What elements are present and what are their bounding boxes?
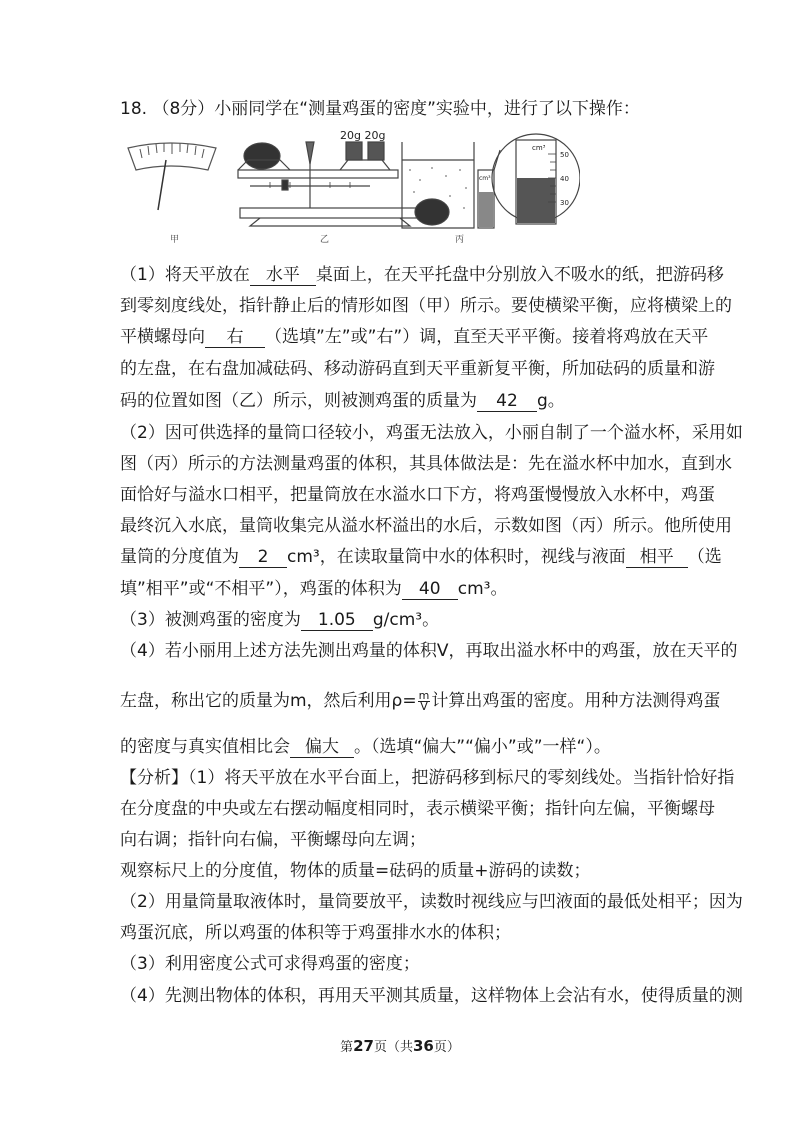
text-line-13: （4）若小丽用上述方法先测出鸡量的体积V，再取出溢水杯中的鸡蛋，放在天平的	[120, 641, 738, 661]
zoom-unit: cm³	[532, 144, 546, 152]
current-page: 27	[353, 1037, 374, 1055]
text-line-4: 的左盘，在右盘加减砝码、移动游码直到天平重新复平衡，所加砝码的质量和游	[120, 359, 715, 379]
text-line-11: 填”相平”或“不相平”），鸡蛋的体积为 40 cm³。	[120, 579, 508, 599]
analysis-line-6: 鸡蛋沉底，所以鸡蛋的体积等于鸡蛋排水水的体积；	[120, 923, 511, 943]
text-line-1: （1）将天平放在 水平 桌面上，在天平托盘中分别放入不吸水的纸，把游码移	[120, 265, 724, 285]
text-line-6: （2）因可供选择的量筒口径较小，鸡蛋无法放入，小丽自制了一个溢水杯，采用如	[120, 423, 743, 443]
cylinder-unit: cm³	[479, 175, 491, 182]
fig-label-yi: 乙	[320, 235, 330, 245]
text-line-8: 面恰好与溢水口相平，把量筒放在水溢水口下方，将鸡蛋慢慢放入水杯中，鸡蛋	[120, 485, 715, 505]
text-line-5: 码的位置如图（乙）所示，则被测鸡蛋的质量为 42 g。	[120, 391, 565, 411]
analysis-line-2: 在分度盘的中央或左右摆动幅度相同时，表示横梁平衡；指针向左偏，平衡螺母	[120, 799, 715, 819]
text-line-12: （3）被测鸡蛋的密度为 1.05 g/cm³。	[120, 610, 440, 630]
text-line-14: 左盘，称出它的质量为m，然后利用ρ= $\frac{m}{V}$ 计算出鸡蛋的密度。用种方法测得鸡蛋	[120, 688, 721, 713]
analysis-line-7: （3）利用密度公式可求得鸡蛋的密度；	[120, 954, 420, 974]
analysis-line-8: （4）先测出物体的体积，再用天平测其质量，这样物体上会沾有水，使得质量的测	[120, 986, 743, 1006]
analysis-line-1: 【分析】（1）将天平放在水平台面上，把游码移到标尺的零刻线处。当指针恰好指	[120, 768, 735, 788]
weight-1	[346, 142, 362, 160]
analysis-line-4: 观察标尺上的分度值，物体的质量=砝码的质量+游码的读数；	[120, 861, 591, 881]
fig-label-bing: 丙	[455, 235, 465, 245]
analysis-line-5: （2）用量筒量取液体时，量筒要放平，读数时视线应与凹液面的最低处相平；因为	[120, 892, 743, 912]
question-stem: 小丽同学在“测量鸡蛋的密度”实验中，进行了以下操作：	[214, 99, 640, 119]
question-number: 18.	[120, 99, 148, 119]
balance-yi	[238, 142, 420, 226]
tick-label-30: 30	[560, 199, 569, 207]
weights-label: 20g 20g	[340, 130, 386, 142]
answer-blank-1: 水平	[250, 265, 316, 286]
tick-label-50: 50	[560, 151, 569, 159]
tick-label-40: 40	[560, 175, 569, 183]
fig-label-jia: 甲	[170, 235, 180, 245]
dial-scale-jia	[128, 143, 216, 210]
total-pages: 36	[413, 1037, 434, 1055]
text-line-2: 到零刻度线处，指针静止后的情形如图（甲）所示。要使横梁平衡，应将横梁上的	[120, 296, 732, 316]
answer-blank-6: 40	[402, 579, 458, 600]
text-line-9: 最终沉入水底，量筒收集完从溢水杯溢出的水后，示数如图（丙）所示。他所使用	[120, 516, 732, 536]
text-line-10: 量筒的分度值为 2 cm³，在读取量筒中水的体积时，视线与液面 相平 （选	[120, 547, 722, 567]
question-heading	[120, 98, 640, 120]
answer-blank-4: 2	[239, 547, 287, 568]
analysis-line-3: 向右调；指针向右偏，平衡螺母向左调；	[120, 830, 426, 850]
answer-blank-7: 1.05	[301, 610, 373, 631]
weight-2	[368, 142, 384, 160]
overflow-cup-bing	[402, 134, 580, 228]
egg-in-cup	[415, 199, 449, 225]
egg-on-balance	[244, 143, 280, 169]
text-line-7: 图（丙）所示的方法测量鸡蛋的体积，其具体做法是：先在溢水杯中加水，直到水	[120, 454, 732, 474]
pointer-needle	[158, 160, 166, 210]
answer-blank-8: 偏大	[290, 737, 354, 758]
answer-blank-2: 右	[205, 327, 265, 348]
answer-blank-3: 42	[477, 391, 537, 412]
cylinder-water-zoom	[517, 178, 555, 223]
page-footer: 第27页（共36页）	[340, 1037, 460, 1055]
experiment-figure	[120, 130, 580, 245]
answer-blank-5: 相平	[626, 547, 688, 568]
question-score: （8分）	[152, 99, 215, 119]
text-line-15: 的密度与真实值相比会 偏大 。（选填“偏大”“偏小”或”一样“）。	[120, 737, 611, 757]
density-formula: $\frac{m}{V}$	[418, 688, 430, 713]
text-line-3: 平横螺母向 右 （选填”左”或”右”）调，直至天平平衡。接着将鸡放在天平	[120, 327, 709, 347]
